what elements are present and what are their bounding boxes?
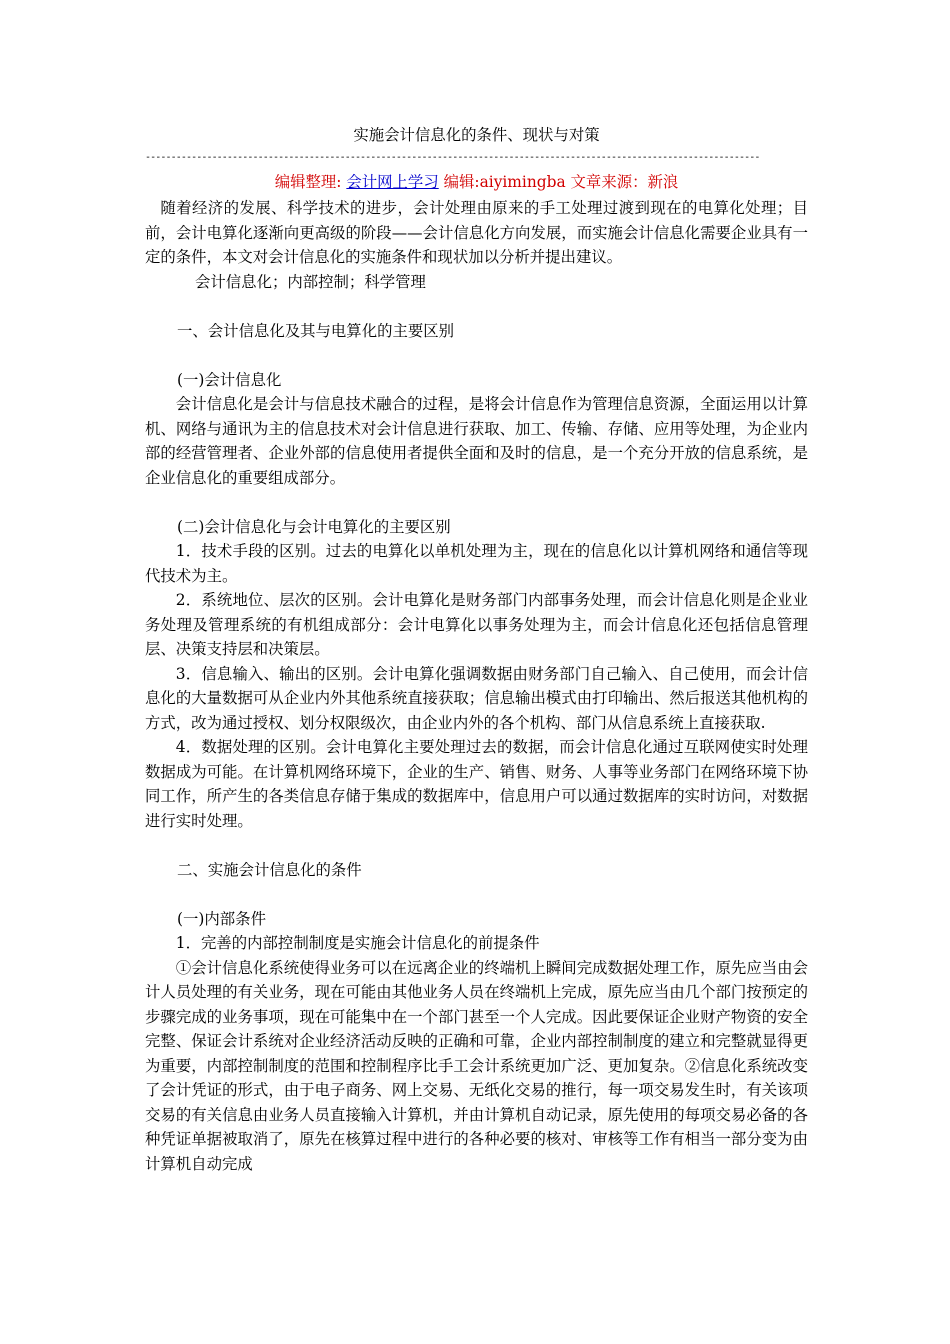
list-item: 4．数据处理的区别。会计电算化主要处理过去的数据，而会计信息化通过互联网使实时处理数据成为可能。在计算机网络环境下，企业的生产、销售、财务、人事等业务部门在网络环境下协同工作，所产生的各类信息存储于集成的数据库中，信息用户可以通过数据库的实时访问，对数据进行实时处理。	[145, 738, 808, 830]
article-source: 文章来源：新浪	[570, 173, 679, 191]
section-1-heading: 一、会计信息化及其与电算化的主要区别	[177, 321, 455, 340]
section-2-1-body: ①会计信息化系统使得业务可以在远离企业的终端机上瞬间完成数据处理工作，原先应当由会计人员处理的有关业务，现在可能由其他业务人员在终端机上完成，原先应当由几个部门按预定的步骤完成的业务事项，现在可能集中在一个部门甚至一个人完成。因此要保证企业财产物资的安全完整、保证会计系统对企业经济活动反映的正确和可靠，企业内部控制制度的建立和完整就显得更为重要，内部控制制度的范围和控制程序比手工会计系统更加广泛、更加复杂。②信息化系统改变了会计凭证的形式，由于电子商务、网上交易、无纸化交易的推行，每一项交易发生时，有关该项交易的有关信息由业务人员直接输入计算机，并由计算机自动记录，原先使用的每项交易必备的各种凭证单据被取消了，原先在核算过程中进行的各种必要的核对、审核等工作有相当一部分变为由计算机自动完成	[145, 958, 808, 1173]
document-title: 实施会计信息化的条件、现状与对策	[353, 126, 600, 144]
abstract-paragraph: 随着经济的发展、科学技术的进步，会计处理由原来的手工处理过渡到现在的电算化处理；目前，会计电算化逐渐向更高级的阶段——会计信息化方向发展，而实施会计信息化需要企业具有一定的条件，本文对会计信息化的实施条件和现状加以分析并提出建议。	[145, 199, 808, 266]
section-1-1-heading: (一)会计信息化	[177, 370, 282, 389]
list-item: 2．系统地位、层次的区别。会计电算化是财务部门内部事务处理，而会计信息化则是企业业务处理及管理系统的有机组成部分：会计电算化以事务处理为主，而会计信息化还包括信息管理层、决策支持层和决策层。	[145, 591, 808, 658]
section-2-1-item-1: 1．完善的内部控制制度是实施会计信息化的前提条件	[175, 934, 540, 952]
section-1-1-body: 会计信息化是会计与信息技术融合的过程，是将会计信息作为管理信息资源，全面运用以计算机、网络与通讯为主的信息技术对会计信息进行获取、加工、传输、存储、应用等处理，为企业内部的经营管理者、企业外部的信息使用者提供全面和及时的信息，是一个充分开放的信息系统，是企业信息化的重要组成部分。	[145, 395, 808, 487]
editor-name: 编辑:aiyimingba	[443, 173, 566, 191]
site-link[interactable]: 会计网上学习	[346, 173, 439, 191]
section-1-2-heading: (二)会计信息化与会计电算化的主要区别	[177, 517, 451, 536]
document-page	[145, 120, 808, 1176]
section-2-1-heading: (一)内部条件	[177, 909, 266, 928]
editor-label: 编辑整理:	[274, 173, 342, 191]
source-info	[145, 168, 808, 196]
keywords: 会计信息化；内部控制；科学管理	[195, 272, 426, 291]
list-item: 3．信息输入、输出的区别。会计电算化强调数据由财务部门自己输入、自己使用，而会计信息化的大量数据可从企业内外其他系统直接获取；信息输出模式由打印输出、然后报送其他机构的方式，改为通过授权、划分权限级次，由企业内外的各个机构、部门从信息系统上直接获取.	[145, 664, 808, 732]
separator-line: ------------------------------------------------------------------------------------------------------------------------	[145, 152, 760, 163]
list-item: 1．技术手段的区别。过去的电算化以单机处理为主，现在的信息化以计算机网络和通信等现代技术为主。	[145, 542, 808, 585]
section-2-heading: 二、实施会计信息化的条件	[177, 860, 362, 879]
